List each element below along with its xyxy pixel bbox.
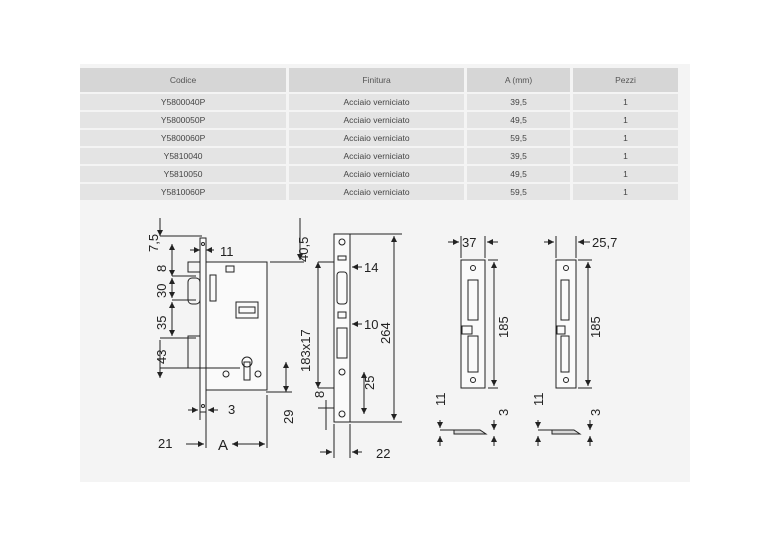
dim-183x17: 183x17: [298, 329, 313, 372]
header-finitura: Finitura: [289, 68, 467, 92]
cell-a: 39,5: [467, 94, 573, 110]
cell-finitura: Acciaio verniciato: [289, 94, 467, 110]
cell-codice: Y5810040: [80, 148, 289, 164]
cell-a: 59,5: [467, 184, 573, 200]
cell-pezzi: 1: [573, 184, 678, 200]
cell-a: 49,5: [467, 166, 573, 182]
dim-7-5: 7,5: [146, 233, 161, 252]
dim-8: 8: [154, 264, 169, 272]
cell-pezzi: 1: [573, 130, 678, 146]
header-a-mm: A (mm): [467, 68, 573, 92]
cell-codice: Y5800040P: [80, 94, 289, 110]
dim-10: 10: [364, 317, 379, 332]
cell-finitura: Acciaio verniciato: [289, 130, 467, 146]
faceplate: [334, 234, 350, 422]
dim-A: A: [218, 437, 229, 454]
dim-25: 25: [362, 375, 377, 390]
lock-body: [188, 238, 267, 412]
cell-finitura: Acciaio verniciato: [289, 166, 467, 182]
dim-22: 22: [376, 446, 391, 461]
cell-codice: Y5800050P: [80, 112, 289, 128]
cell-codice: Y5810050: [80, 166, 289, 182]
dim-3-a: 3: [496, 408, 511, 416]
cell-a: 59,5: [467, 130, 573, 146]
dim-35: 35: [154, 315, 169, 330]
cell-a: 49,5: [467, 112, 573, 128]
dim-3-b: 3: [588, 408, 603, 416]
cell-pezzi: 1: [573, 166, 678, 182]
header-pezzi: Pezzi: [573, 68, 678, 92]
cell-pezzi: 1: [573, 148, 678, 164]
dim-30: 30: [154, 283, 169, 298]
strike-plate-2: [556, 260, 576, 388]
dim-21: 21: [158, 436, 173, 451]
dim-11-a: 11: [433, 392, 448, 406]
cell-finitura: Acciaio verniciato: [289, 148, 467, 164]
strike-plate-1: [461, 260, 485, 388]
cell-finitura: Acciaio verniciato: [289, 112, 467, 128]
dim-14: 14: [364, 260, 379, 275]
dim-43: 43: [154, 349, 169, 364]
dim-25-7: 25,7: [592, 235, 618, 250]
cell-codice: Y5810060P: [80, 184, 289, 200]
cell-a: 39,5: [467, 148, 573, 164]
dim-264: 264: [378, 322, 393, 344]
dim-11-top: 11: [220, 244, 234, 259]
cell-pezzi: 1: [573, 94, 678, 110]
dim-8-faceplate: 8: [312, 390, 327, 398]
dim-40-5: 40,5: [296, 236, 311, 262]
dim-185-b: 185: [588, 316, 603, 338]
cell-pezzi: 1: [573, 112, 678, 128]
dim-37: 37: [462, 235, 477, 250]
cell-codice: Y5800060P: [80, 130, 289, 146]
header-codice: Codice: [80, 68, 289, 92]
dim-3-lock: 3: [228, 402, 236, 417]
dim-185-a: 185: [496, 316, 511, 338]
dim-29: 29: [281, 409, 296, 424]
dim-11-b: 11: [531, 392, 546, 406]
cell-finitura: Acciaio verniciato: [289, 184, 467, 200]
